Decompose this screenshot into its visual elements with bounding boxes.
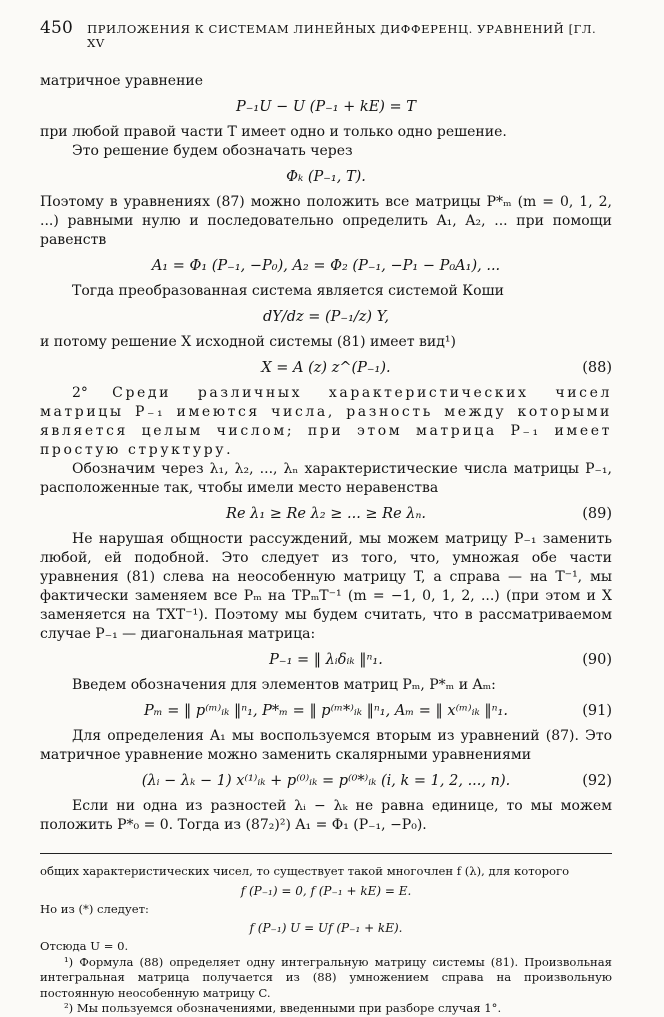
equation-text: (λᵢ − λₖ − 1) x⁽¹⁾ᵢₖ + p⁽⁰⁾ᵢₖ = p⁽⁰*⁾ᵢₖ (i, k = 1, 2, ..., n). <box>141 773 511 789</box>
equation <box>40 307 612 327</box>
paragraph: Введем обозначения для элементов матриц Pₘ, P*ₘ и Aₘ: <box>72 677 496 693</box>
paragraph: и потому решение X исходной системы (81) имеет вид¹) <box>40 334 456 350</box>
page-header <box>40 18 612 50</box>
footnote-equation: f (P₋₁) U = Uf (P₋₁ + kE). <box>249 921 403 935</box>
equation-text: A₁ = Φ₁ (P₋₁, −P₀), A₂ = Φ₂ (P₋₁, −P₁ − P₀A₁), ... <box>151 258 501 274</box>
paragraph: Это решение будем обозначать через <box>72 143 353 159</box>
paragraph-case-2 <box>40 384 612 460</box>
equation-88 <box>40 358 612 378</box>
footnote-text: Отсюда U = 0. <box>40 939 129 953</box>
equation-text: Pₘ = ‖ p⁽ᵐ⁾ᵢₖ ‖ⁿ₁, P*ₘ = ‖ p⁽ᵐ*⁾ᵢₖ ‖ⁿ₁, Aₘ = ‖ x⁽ᵐ⁾ᵢₖ ‖ⁿ₁. <box>144 703 508 719</box>
page-number: 450 <box>40 18 74 38</box>
equation-text: P₋₁U − U (P₋₁ + kE) = T <box>236 99 416 115</box>
equation-text: Re λ₁ ≥ Re λ₂ ≥ ... ≥ Re λₙ. <box>226 506 426 522</box>
paragraph: матричное уравнение <box>40 73 204 89</box>
equation-90 <box>40 650 612 670</box>
paragraph: Обозначим через λ₁, λ₂, ..., λₙ характеристические числа матрицы P₋₁, расположенные так, чтобы имели место неравенства <box>40 461 612 496</box>
paragraph: при любой правой части T имеет одно и только одно решение. <box>40 124 507 140</box>
paragraph: Для определения A₁ мы воспользуемся вторым из уравнений (87). Это матричное уравнение можно заменить скалярными уравнениями <box>40 728 612 763</box>
equation-text: dY/dz = (P₋₁/z) Y, <box>262 309 389 325</box>
paragraph: Если ни одна из разностей λᵢ − λₖ не равна единице, то мы можем положить P*₀ = 0. Тогда из (87₂)²) A₁ = Φ₁ (P₋₁, −P₀). <box>40 798 612 833</box>
equation-text: P₋₁ = ‖ λᵢδᵢₖ ‖ⁿ₁. <box>269 652 383 668</box>
paragraph: Поэтому в уравнениях (87) можно положить все матрицы P*ₘ (m = 0, 1, 2, ...) равными нулю и последовательно определить A₁, A₂, ... при помощи равенств <box>40 194 612 248</box>
equation-92 <box>40 771 612 791</box>
equation-number: (90) <box>582 652 612 668</box>
case-statement: Среди различных характеристических чисел матрицы P₋₁ имеются числа, разность между которыми является целым числом; при этом матрица P₋₁ имеет простую структуру. <box>40 385 612 458</box>
equation-89 <box>40 504 612 524</box>
case-number: 2° <box>72 385 88 401</box>
equation-number: (88) <box>582 360 612 376</box>
footnote-divider <box>40 853 612 854</box>
paragraph: Не нарушая общности рассуждений, мы можем матрицу P₋₁ заменить любой, ей подобной. Это следует из того, что, умножая обе части уравнения (81) слева на неособенную матрицу T, а справа — на T⁻¹, мы фактически заменяем все Pₘ на TPₘT⁻¹ (m = −1, 0, 1, 2, ...) (при этом и X заменяется на TXT⁻¹). Поэтому мы будем считать, что в рассматриваемом случае P₋₁ — диагональная матрица: <box>40 531 612 642</box>
footnote-text: Но из (*) следует: <box>40 901 149 916</box>
footnote-continuation: общих характеристических чисел, то существует такой многочлен f (λ), для которого <box>40 864 570 878</box>
equation-text: Φₖ (P₋₁, T). <box>286 169 366 185</box>
equation <box>40 97 612 117</box>
equation-text: X = A (z) z^(P₋₁). <box>261 360 391 376</box>
equation-number: (91) <box>582 703 612 719</box>
footnote-1: ¹) Формула (88) определяет одну интегральную матрицу системы (81). Произвольная интегральная матрица получается из (88) умножением справа на произвольную постоянную неособенную матрицу C. <box>40 954 612 1000</box>
equation-number: (92) <box>582 773 612 789</box>
running-head: ПРИЛОЖЕНИЯ К СИСТЕМАМ ЛИНЕЙНЫХ ДИФФЕРЕНЦ. УРАВНЕНИЙ [ГЛ. XV <box>87 22 597 50</box>
paragraph: Тогда преобразованная система является системой Коши <box>72 283 504 299</box>
equation-number: (89) <box>582 506 612 522</box>
equation <box>40 256 612 276</box>
equation <box>40 167 612 187</box>
footnote-2: ²) Мы пользуемся обозначениями, введенными при разборе случая 1°. <box>64 1001 502 1015</box>
footnote-equation: f (P₋₁) = 0, f (P₋₁ + kE) = E. <box>240 883 412 898</box>
equation-91 <box>40 701 612 721</box>
